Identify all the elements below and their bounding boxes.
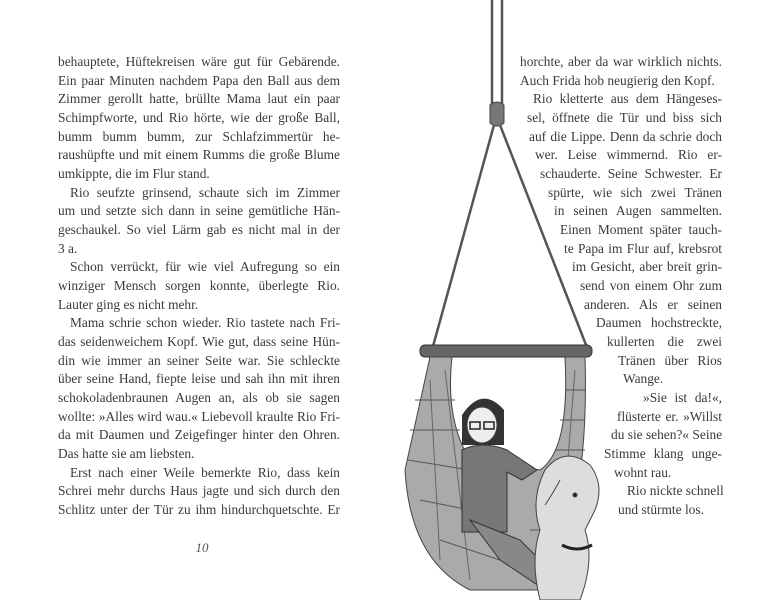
text-line: Das hatte sie am liebsten. bbox=[58, 446, 195, 461]
text-line: Zimmer gerollt hatte, brüllte Mama laut ein paar bbox=[58, 91, 340, 107]
text-line: über seine Hand, fiepte leise und sah ihn mit ihren bbox=[58, 371, 340, 387]
text-line: flüsterte er. »Willst bbox=[617, 408, 722, 424]
text-line: sel, öffnete die Tür und biss sich bbox=[527, 110, 722, 125]
text-line: behauptete, Hüftekreisen wäre gut für Gebärende. bbox=[58, 54, 340, 69]
text-line: Lauter ging es nicht mehr. bbox=[58, 296, 199, 312]
text-line: und stürmte los. bbox=[618, 502, 704, 517]
text-line: Erst nach einer Weile bemerkte Rio, dass kein bbox=[70, 464, 340, 480]
text-line: Rio seufzte grinsend, schaute sich im Zimmer bbox=[70, 184, 340, 200]
text-line: Mama schrie schon wieder. Rio tastete nach Fri- bbox=[70, 315, 340, 331]
text-line: send von einem Ohr zum bbox=[580, 278, 722, 293]
text-line: Schlitz unter der Tür zu ihm hindurchquetschte. Er bbox=[58, 502, 340, 517]
text-line: im Gesicht, aber breit grin- bbox=[572, 259, 722, 275]
text-line: Schrei mehr durchs Haus jagte und sich durch den bbox=[58, 483, 340, 499]
text-line: Schimpfworte, und Rio hörte, wie der große Ball, bbox=[58, 110, 340, 125]
text-line: din wie immer an seiner Seite war. Sie schleckte bbox=[58, 352, 340, 368]
text-line: du sie sehen?« Seine bbox=[611, 427, 723, 443]
text-line: Stimme klang unge- bbox=[604, 446, 722, 461]
text-line: winziger Mensch sorgen konnte, überlegte Rio. bbox=[58, 278, 340, 293]
text-line: kullerten die zwei bbox=[607, 334, 722, 349]
text-line: Wange. bbox=[623, 371, 664, 387]
text-line: »Sie ist da!«, bbox=[643, 390, 722, 405]
text-line: in seinen Augen sammelten. bbox=[554, 203, 722, 219]
text-line: Tränen über Rios bbox=[618, 352, 722, 368]
text-line: Ein paar Minuten nachdem Papa den Ball aus dem bbox=[58, 72, 340, 88]
text-line: umkippte, die im Flur stand. bbox=[58, 166, 210, 181]
text-line: auf die Lippe. Denn da schrie doch bbox=[529, 128, 722, 144]
text-line: horchte, aber da war wirklich nichts. bbox=[520, 54, 722, 69]
text-line: Rio kletterte aus dem Hängeses- bbox=[533, 91, 722, 107]
dog-figure bbox=[535, 456, 599, 600]
text-line: Daumen hochstreckte, bbox=[596, 315, 722, 331]
text-line: wohnt rau. bbox=[614, 464, 672, 480]
text-line: 3 a. bbox=[58, 240, 78, 256]
text-line: wollte: »Alles wird wau.« Liebevoll kraulte Rio Fri- bbox=[58, 408, 340, 424]
text-line: Auch Frida hob neugierig den Kopf. bbox=[520, 72, 715, 88]
text-line: geschaukel. So viel Lärm gab es nicht mal in der bbox=[58, 222, 340, 237]
text-line: bumm bumm bumm, zur Schlafzimmertür he- bbox=[58, 128, 340, 144]
text-line: um und setzte sich dann in seine gemütliche Hän- bbox=[58, 203, 340, 219]
text-line: Schon verrückt, für wie viel Aufregung so ein bbox=[70, 259, 340, 275]
text-line: Einen Moment später tauch- bbox=[560, 222, 722, 237]
text-line: spürte, wie sich zwei Tränen bbox=[548, 184, 722, 200]
chair-bar bbox=[420, 345, 592, 357]
text-line: raushüpfte und mit einem Rumms die große Blume bbox=[58, 147, 340, 163]
text-line: wer. Leise wimmernd. Rio er- bbox=[535, 147, 722, 163]
page-number: 10 bbox=[195, 540, 209, 555]
text-line: anderen. Als er seinen bbox=[584, 296, 722, 312]
text-line: schokoladenbraunen Augen an, als ob sie sagen bbox=[58, 390, 340, 405]
text-line: da mit Daumen und Zeigefinger hinter den Ohren. bbox=[58, 427, 340, 443]
text-line: Rio nickte schnell bbox=[627, 483, 724, 499]
text-line: schauderte. Seine Schwester. Er bbox=[540, 166, 722, 181]
text-line: te Papa im Flur auf, krebsrot bbox=[564, 240, 722, 256]
text-line: das seidenweichem Kopf. Wie gut, dass seine Hün- bbox=[58, 334, 340, 349]
